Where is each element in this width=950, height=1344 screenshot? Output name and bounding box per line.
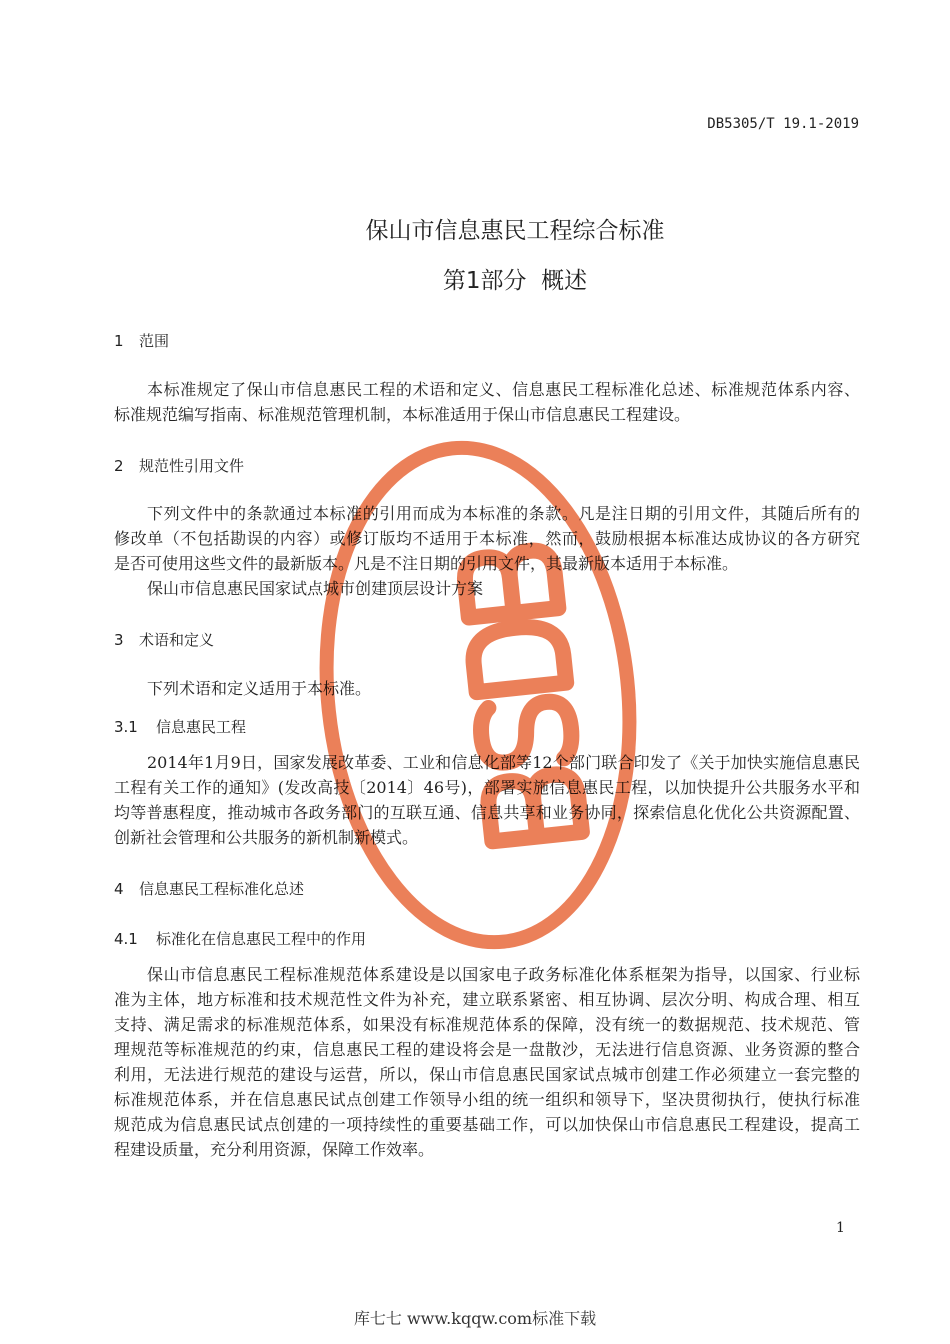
paragraph-line: 修改单（不包括勘误的内容）或修订版均不适用于本标准，然而，鼓励根据本标准达成协议的各方研究	[114, 529, 860, 548]
document-code: DB5305/T 19.1-2019	[707, 116, 859, 132]
section-title: 标准化在信息惠民工程中的作用	[156, 930, 367, 948]
paragraph-line: 均等普惠程度，推动城市各政务部门的互联互通、信息共享和业务协同，探索信息化优化公共资源配置、	[114, 803, 860, 822]
section-title: 范围	[139, 332, 170, 350]
section-title: 规范性引用文件	[139, 457, 245, 475]
section-2-heading	[114, 455, 244, 476]
document-subtitle: 第1部分 概述	[442, 268, 588, 294]
section-2-body	[114, 501, 860, 601]
paragraph-line: 程建设质量，充分利用资源，保障工作效率。	[114, 1140, 435, 1159]
section-3-1-heading	[114, 716, 246, 737]
section-number: 3	[114, 631, 124, 649]
section-3-body	[114, 676, 860, 701]
paragraph-line: 下列文件中的条款通过本标准的引用而成为本标准的条款。凡是注日期的引用文件，其随后所有的	[147, 504, 860, 523]
section-1-body	[114, 377, 860, 427]
paragraph-line: 标准规范体系，并在信息惠民试点创建工作领导小组的统一组织和领导下，坚决贯彻执行，使执行标准	[114, 1090, 860, 1109]
section-1-heading	[114, 330, 169, 351]
section-3-1-body	[114, 750, 860, 850]
section-number: 2	[114, 457, 124, 475]
section-4-1-heading	[114, 928, 366, 949]
section-number: 1	[114, 332, 124, 350]
section-3-heading	[114, 629, 214, 650]
normative-reference: 保山市信息惠民国家试点城市创建顶层设计方案	[147, 579, 484, 598]
section-title: 信息惠民工程	[156, 718, 247, 736]
paragraph-line: 下列术语和定义适用于本标准。	[147, 679, 372, 698]
page-number: 1	[836, 1220, 845, 1236]
footer-watermark: 库七七 www.kqqw.com标准下载	[353, 1309, 597, 1328]
paragraph-line: 利用，无法进行规范的建设与运营，所以，保山市信息惠民国家试点城市创建工作必须建立一套完整的	[114, 1065, 860, 1084]
paragraph-line: 本标准规定了保山市信息惠民工程的术语和定义、信息惠民工程标准化总述、标准规范体系内容、	[147, 380, 860, 399]
section-number: 3.1	[114, 718, 138, 736]
paragraph-line: 准为主体，地方标准和技术规范性文件为补充，建立联系紧密、相互协调、层次分明、构成合理、相互	[114, 990, 860, 1009]
paragraph-line: 保山市信息惠民工程标准规范体系建设是以国家电子政务标准化体系框架为指导，以国家、行业标	[147, 965, 860, 984]
section-number: 4	[114, 880, 124, 898]
document-title: 保山市信息惠民工程综合标准	[365, 218, 665, 244]
paragraph-line: 理规范等标准规范的约束，信息惠民工程的建设将会是一盘散沙，无法进行信息资源、业务资源的整合	[114, 1040, 860, 1059]
paragraph-line: 标准规范编写指南、标准规范管理机制，本标准适用于保山市信息惠民工程建设。	[114, 405, 691, 424]
paragraph-line: 是否可使用这些文件的最新版本。凡是不注日期的引用文件，其最新版本适用于本标准。	[114, 554, 739, 573]
section-4-1-body	[114, 962, 860, 1162]
section-title: 术语和定义	[139, 631, 215, 649]
paragraph-line: 2014年1月9日，国家发展改革委、工业和信息化部等12个部门联合印发了《关于加快实施信息惠民	[147, 753, 860, 772]
paragraph-line: 支持、满足需求的标准规范体系，如果没有标准规范体系的保障，没有统一的数据规范、技术规范、管	[114, 1015, 860, 1034]
paragraph-line: 创新社会管理和公共服务的新机制新模式。	[114, 828, 419, 847]
paragraph-line: 规范成为信息惠民试点创建的一项持续性的重要基础工作，可以加快保山市信息惠民工程建设，提高工	[114, 1115, 860, 1134]
section-4-heading	[114, 878, 304, 899]
section-title: 信息惠民工程标准化总述	[139, 880, 305, 898]
paragraph-line: 工程有关工作的通知》(发改高技〔2014〕46号)，部署实施信息惠民工程，以加快提升公共服务水平和	[114, 778, 860, 797]
section-number: 4.1	[114, 930, 138, 948]
